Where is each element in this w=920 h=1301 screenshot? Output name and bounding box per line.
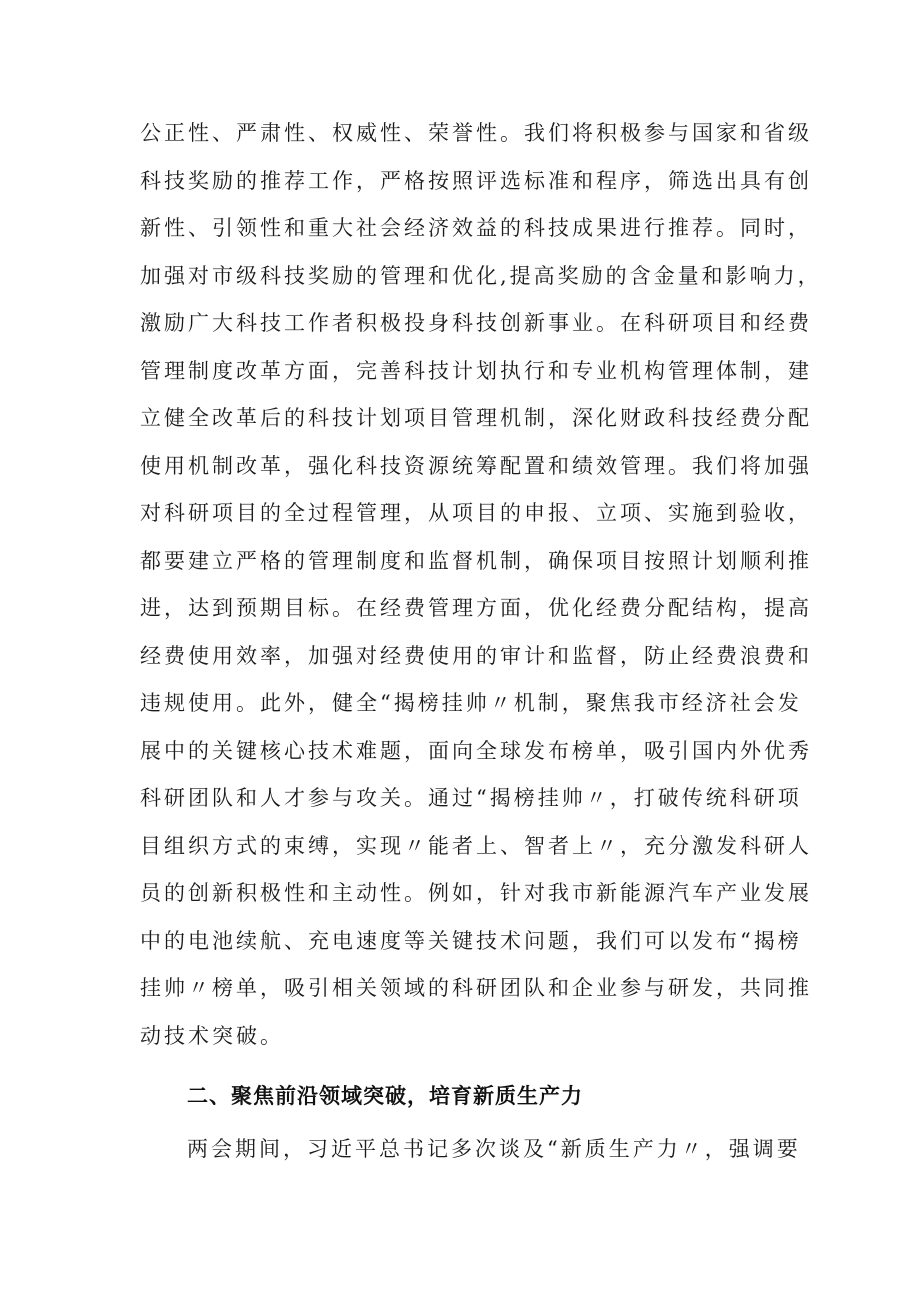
text-line: 激励广大科技工作者积极投身科技创新事业。在科研项目和经费 bbox=[140, 311, 812, 335]
text-line: 新性、引领性和重大社会经济效益的科技成果进行推荐。同时， bbox=[140, 216, 812, 240]
text-line: 中的电池续航、充电速度等关键技术问题，我们可以发布“揭榜 bbox=[140, 928, 802, 953]
text-line: 都要建立严格的管理制度和监督机制，确保项目按照计划顺利推 bbox=[140, 548, 812, 573]
text-line: 科研团队和人才参与攻关。通过“揭榜挂帅〃，打破传统科研项 bbox=[140, 786, 802, 810]
paragraph-2 bbox=[140, 1126, 801, 1174]
text-line: 立健全改革后的科技计划项目管理机制，深化财政科技经费分配 bbox=[140, 406, 812, 430]
text-line: 两会期间，习近平总书记多次谈及“新质生产力〃，强调要 bbox=[187, 1137, 801, 1161]
text-line: 员的创新积极性和主动性。例如，针对我市新能源汽车产业发展 bbox=[140, 881, 812, 905]
paragraph-1 bbox=[140, 110, 822, 1060]
text-line: 进，达到预期目标。在经费管理方面，优化经费分配结构，提高 bbox=[140, 596, 812, 620]
text-line: 科技奖励的推荐工作，严格按照评选标准和程序，筛选出具有创 bbox=[140, 168, 812, 193]
text-line: 对科研项目的全过程管理，从项目的申报、立项、实施到验收， bbox=[140, 501, 812, 525]
text-line: 展中的关键核心技术难题，面向全球发布榜单，吸引国内外优秀 bbox=[140, 738, 812, 763]
text-line: 加强对市级科技奖励的管理和优化,提高奖励的含金量和影响力， bbox=[140, 263, 822, 288]
text-line: 经费使用效率，加强对经费使用的审计和监督，防止经费浪费和 bbox=[140, 643, 812, 668]
text-line: 挂帅〃榜单，吸引相关领域的科研团队和企业参与研发，共同推 bbox=[140, 976, 812, 1000]
text-line: 动技术突破。 bbox=[140, 1023, 284, 1048]
section-heading: 二、聚焦前沿领域突破，培育新质生产力 bbox=[187, 1084, 583, 1108]
text-line: 公正性、严肃性、权威性、荣誉性。我们将积极参与国家和省级 bbox=[140, 121, 812, 145]
text-line: 管理制度改革方面，完善科技计划执行和专业机构管理体制，建 bbox=[140, 358, 812, 383]
text-line: 违规使用。此外，健全“揭榜挂帅〃机制，聚焦我市经济社会发 bbox=[140, 691, 802, 715]
text-line: 目组织方式的束缚，实现〃能者上、智者上〃，充分激发科研人 bbox=[140, 833, 812, 858]
text-line: 使用机制改革，强化科技资源统筹配置和绩效管理。我们将加强 bbox=[140, 453, 812, 478]
